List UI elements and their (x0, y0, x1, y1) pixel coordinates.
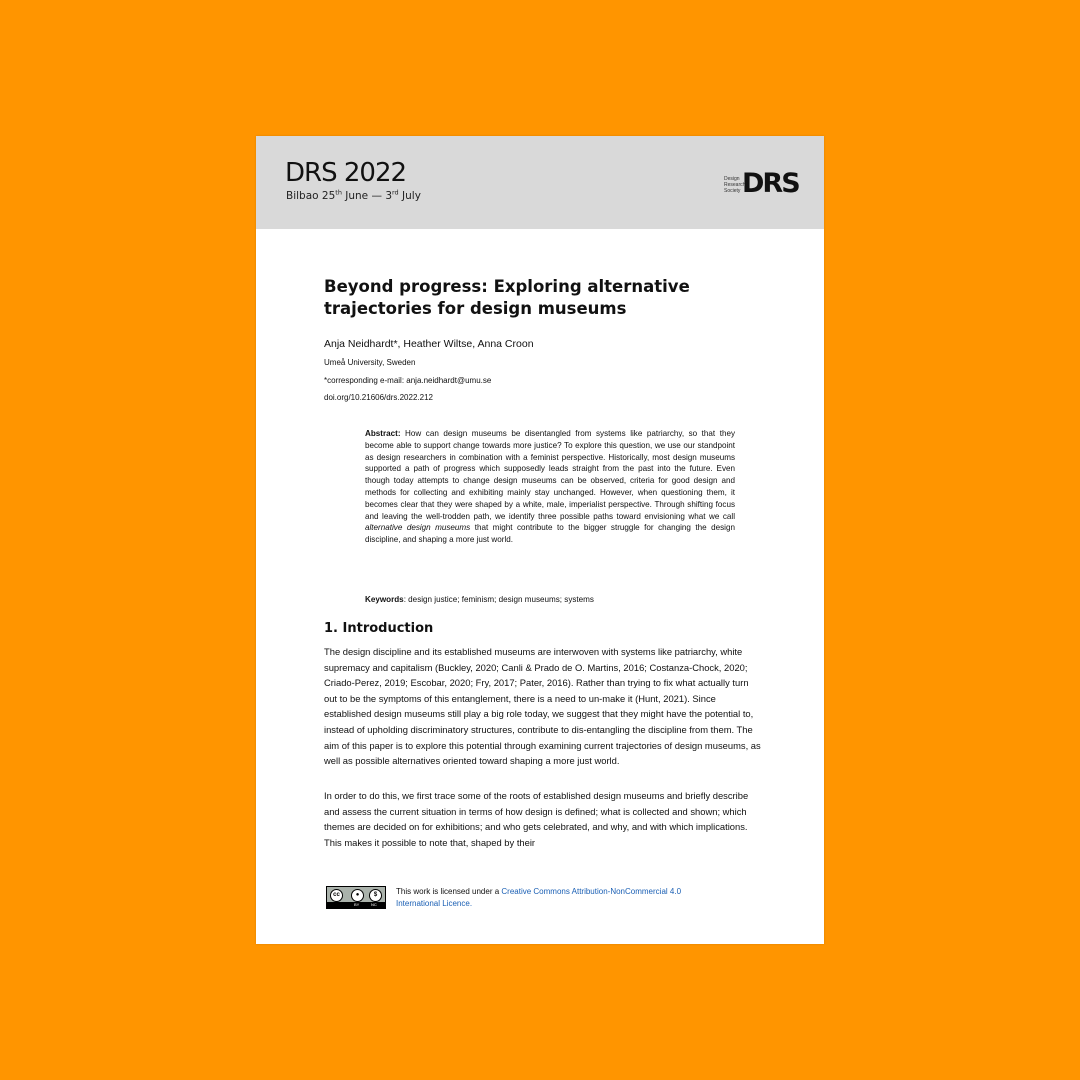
license-notice (326, 886, 796, 914)
start-suffix: th (335, 188, 342, 197)
paper-page (256, 136, 824, 944)
abstract-label: Abstract: (365, 429, 401, 438)
paper-title: Beyond progress: Exploring alternative trajectories for design museums (324, 277, 690, 318)
cc-icon: cc (330, 889, 343, 902)
conference-dates (286, 189, 421, 203)
keywords-label: Keywords (365, 595, 404, 604)
abstract (365, 428, 735, 546)
license-link[interactable]: Creative Commons Attribution-NonCommercial 4.0 International Licence (396, 887, 682, 908)
affiliation: Umeå University, Sweden (324, 358, 416, 367)
intro-paragraph-2: In order to do this, we first trace some of the roots of established design museums and briefly describe and assess the current situation in terms of how design is defined; what is collected and shown; which themes are decided on for exhibitions; and who gets celebrated, and why, and with which implications. This makes it possible to note that, shaped by their (324, 790, 749, 848)
badge-by-label: BY (354, 902, 360, 907)
by-person-icon: ● (351, 889, 364, 902)
conference-city-start: Bilbao 25 (286, 190, 336, 202)
conference-title: DRS 2022 (285, 158, 407, 188)
license-text: This work is licensed under a Creative Commons Attribution-NonCommercial 4.0 International Licence. (396, 887, 682, 908)
cc-by-nc-badge-icon[interactable] (326, 886, 386, 909)
abstract-emphasis: alternative design museums (365, 523, 471, 533)
badge-nc-label: NC (371, 902, 377, 907)
intro-paragraph-1: The design discipline and its established museums are interwoven with systems like patriarchy, white supremacy and capitalism (Buckley, 2020; Canli & Prado de O. Martins, 2016; Costanza-Chock, 2020; Criado-Perez, 2019; Escobar, 2020; Fry, 2017; Pater, 2016). Rather than trying to fix what actually turn out to be the symptoms of this entanglement, there is a need to un-make it (Hunt, 2021). Since established design museums still play a big role today, we suggest that they might have the potential to, instead of upholding discriminatory structures, contribute to dis-entangling the discipline from them. The aim of this paper is to explore this potential through examining current trajectories of design museums, as well as possible alternatives oriented toward shaping a more just world. (324, 646, 761, 767)
corresponding-email: *corresponding e-mail: anja.neidhardt@umu.se (324, 376, 492, 385)
doi[interactable]: doi.org/10.21606/drs.2022.212 (324, 393, 433, 402)
keywords-text: : design justice; feminism; design museums; systems (403, 595, 594, 604)
conference-banner (256, 136, 824, 229)
conference-mid: June — 3 (341, 190, 392, 202)
conference-end: July (398, 190, 421, 202)
introduction-heading: 1. Introduction (324, 621, 434, 636)
abstract-text-1: How can design museums be disentangled from systems like patriarchy, so that they become able to support change towards more justice? To explore this question, we use our standpoint as design researchers in combination with a feminist perspective. Historically, most design museums supported a path of progress which supposedly leads straight from the past into the future. Even though today attempts to change design museums can be observed, criteria for good design and methods for collecting and exhibiting mainly stay unchanged. However, when questioning them, it becomes clear that they were shaped by a white, male, imperialist perspective. Through shifting focus and leaving the well-trodden path, we identify three possible paths toward envisioning what we call (365, 429, 735, 521)
keywords (365, 595, 735, 604)
abstract-text-2: that might contribute to the bigger struggle for changing the design discipline, and shaping a more just world. (365, 523, 735, 545)
logo-mark: DRS (742, 168, 799, 199)
end-suffix: rd (392, 188, 399, 197)
nc-dollar-icon: $ (369, 889, 382, 902)
author-list: Anja Neidhardt*, Heather Wiltse, Anna Croon (324, 338, 534, 350)
drs-logo (724, 166, 800, 202)
logo-society-text: Design Research Society (724, 176, 746, 194)
